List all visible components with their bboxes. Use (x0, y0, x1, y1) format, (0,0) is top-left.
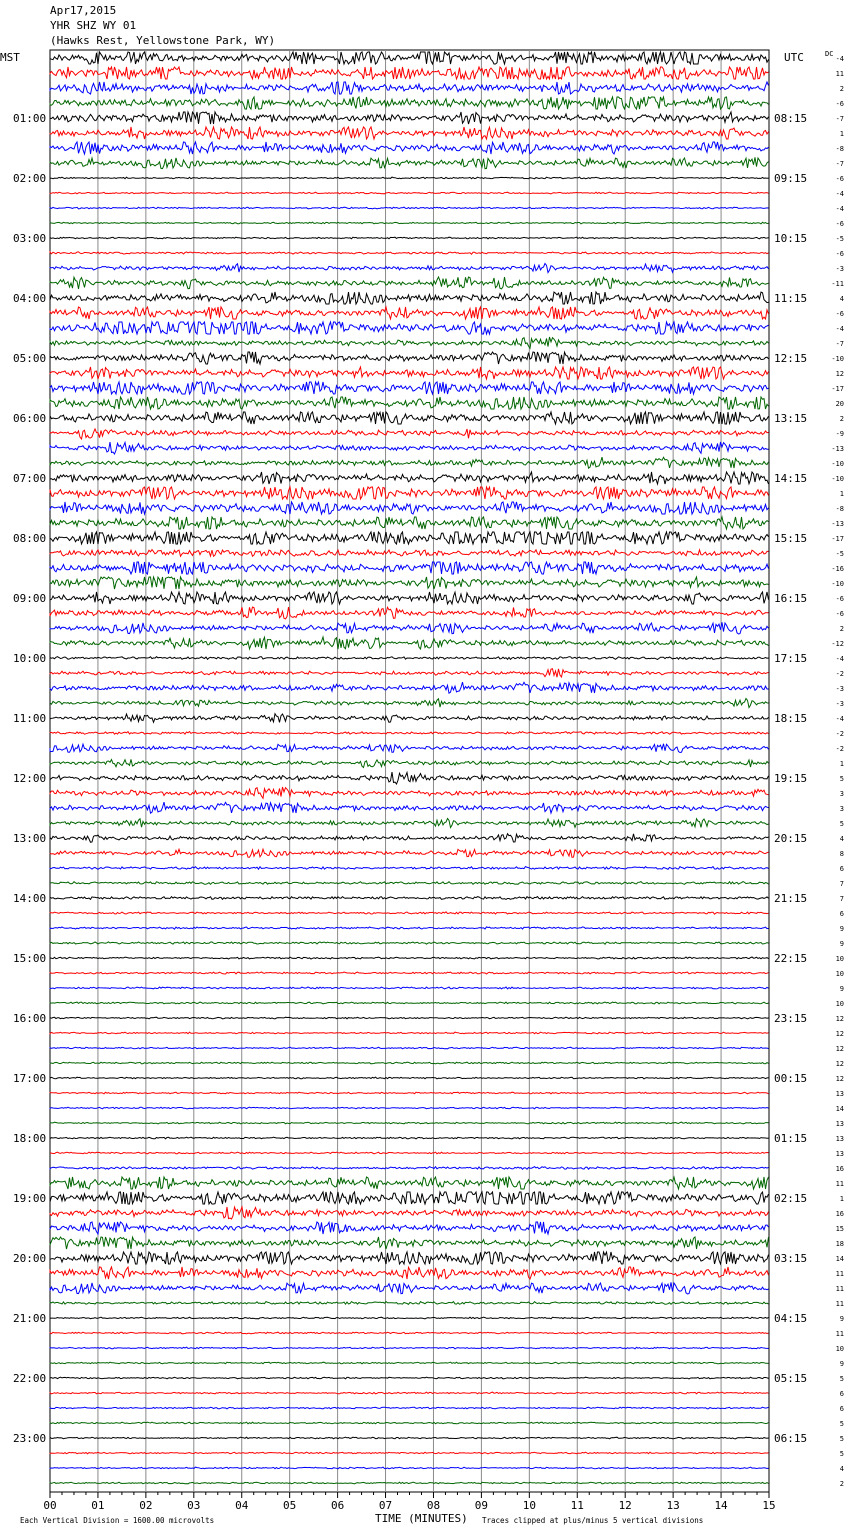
utc-label-19: 03:15 (774, 1252, 808, 1265)
mst-label-7: 08:00 (13, 532, 47, 545)
dc-offset-12: -5 (835, 235, 844, 243)
trace-94 (50, 1467, 769, 1469)
trace-92 (50, 1437, 769, 1439)
trace-53 (50, 849, 769, 857)
trace-34 (50, 562, 769, 574)
trace-90 (50, 1407, 769, 1409)
x-tick-label-4: 04 (235, 1499, 249, 1512)
dc-offset-67: 12 (835, 1060, 844, 1068)
dc-offset-63: 10 (835, 1000, 844, 1008)
station-location: (Hawks Rest, Yellowstone Park, WY) (50, 34, 276, 47)
utc-label-10: 18:15 (774, 712, 808, 725)
dc-offset-54: 6 (839, 865, 844, 873)
trace-70 (50, 1107, 769, 1109)
utc-label-11: 19:15 (774, 772, 808, 785)
dc-offset-66: 12 (835, 1045, 844, 1053)
utc-label-8: 16:15 (774, 592, 808, 605)
trace-75 (50, 1177, 769, 1189)
dc-offset-34: -16 (831, 565, 844, 573)
dc-offset-62: 9 (839, 985, 844, 993)
trace-64 (50, 1017, 769, 1019)
x-tick-label-1: 01 (91, 1499, 105, 1512)
trace-17 (50, 307, 769, 319)
dc-offset-32: -17 (831, 535, 844, 543)
x-axis-title: TIME (MINUTES) (375, 1512, 468, 1525)
dc-offset-38: 2 (839, 625, 844, 633)
trace-40 (50, 657, 769, 660)
left-axis-label: MST (0, 51, 20, 64)
trace-9 (50, 192, 769, 194)
dc-offset-68: 12 (835, 1075, 844, 1083)
dc-offset-23: 20 (835, 400, 844, 408)
dc-offset-37: -6 (835, 610, 844, 618)
trace-77 (50, 1207, 769, 1219)
x-tick-label-8: 08 (426, 1499, 441, 1512)
trace-20 (50, 352, 769, 364)
dc-offset-5: 1 (839, 130, 844, 138)
trace-6 (50, 142, 769, 154)
trace-88 (50, 1377, 769, 1379)
mst-label-14: 15:00 (13, 952, 47, 965)
utc-label-14: 22:15 (774, 952, 808, 965)
dc-offset-92: 5 (839, 1435, 844, 1443)
utc-label-7: 15:15 (774, 532, 808, 545)
dc-offset-2: 2 (839, 85, 844, 93)
trace-8 (50, 177, 769, 179)
dc-offset-55: 7 (839, 880, 844, 888)
dc-offset-83: 11 (835, 1300, 844, 1308)
trace-95 (50, 1482, 769, 1484)
dc-offset-51: 5 (839, 820, 844, 828)
dc-offset-80: 14 (835, 1255, 844, 1263)
trace-74 (50, 1167, 769, 1170)
grid-lines (50, 50, 769, 1492)
trace-36 (50, 592, 769, 604)
trace-59 (50, 942, 769, 944)
dc-offset-71: 13 (835, 1120, 844, 1128)
dc-offset-8: -6 (835, 175, 844, 183)
mst-label-16: 17:00 (13, 1072, 47, 1085)
trace-26 (50, 442, 769, 454)
dc-offset-95: 2 (839, 1480, 844, 1488)
trace-45 (50, 732, 769, 735)
dc-offset-3: -6 (835, 100, 844, 108)
dc-offset-48: 5 (839, 775, 844, 783)
dc-label: DC (825, 50, 834, 58)
dc-offset-30: -8 (835, 505, 844, 513)
trace-72 (50, 1137, 769, 1139)
x-tick-label-9: 09 (474, 1499, 489, 1512)
utc-label-2: 10:15 (774, 232, 808, 245)
trace-67 (50, 1062, 769, 1064)
dc-offset-labels (831, 55, 844, 1488)
trace-83 (50, 1302, 769, 1305)
dc-offset-35: -10 (831, 580, 844, 588)
mst-label-22: 23:00 (13, 1432, 47, 1445)
trace-21 (50, 367, 769, 379)
trace-78 (50, 1222, 769, 1234)
trace-39 (50, 637, 769, 649)
trace-33 (50, 550, 769, 557)
dc-offset-33: -5 (835, 550, 844, 558)
dc-offset-42: -3 (835, 685, 844, 693)
utc-label-13: 21:15 (774, 892, 808, 905)
utc-label-9: 17:15 (774, 652, 808, 665)
dc-offset-19: -7 (835, 340, 844, 348)
x-tick-label-2: 02 (139, 1499, 153, 1512)
trace-25 (50, 429, 769, 439)
dc-offset-70: 14 (835, 1105, 844, 1113)
mst-label-11: 12:00 (13, 772, 47, 785)
trace-86 (50, 1347, 769, 1349)
x-tick-label-7: 07 (378, 1499, 393, 1512)
station-code: YHR SHZ WY 01 (50, 19, 137, 32)
dc-offset-20: -10 (831, 355, 844, 363)
dc-offset-1: 11 (835, 70, 844, 78)
mst-label-4: 05:00 (13, 352, 47, 365)
mst-label-1: 02:00 (13, 172, 47, 185)
trace-24 (50, 412, 769, 424)
dc-offset-59: 9 (839, 940, 844, 948)
dc-offset-47: 1 (839, 760, 844, 768)
trace-48 (50, 772, 769, 784)
dc-offset-21: 12 (835, 370, 844, 378)
dc-offset-14: -3 (835, 265, 844, 273)
dc-offset-58: 9 (839, 925, 844, 933)
x-axis-ticks (43, 1492, 775, 1512)
trace-46 (50, 744, 769, 753)
trace-31 (50, 517, 769, 529)
dc-offset-28: -10 (831, 475, 844, 483)
trace-91 (50, 1422, 769, 1424)
dc-offset-74: 16 (835, 1165, 844, 1173)
dc-offset-7: -7 (835, 160, 844, 168)
trace-3 (50, 97, 769, 109)
dc-offset-49: 3 (839, 790, 844, 798)
dc-offset-4: -7 (835, 115, 844, 123)
dc-offset-29: 1 (839, 490, 844, 498)
dc-offset-25: -9 (835, 430, 844, 438)
dc-offset-75: 11 (835, 1180, 844, 1188)
dc-offset-11: -6 (835, 220, 844, 228)
seismic-traces (50, 52, 769, 1484)
dc-offset-43: -3 (835, 700, 844, 708)
trace-76 (50, 1192, 769, 1204)
trace-51 (50, 819, 769, 828)
trace-29 (50, 487, 769, 499)
utc-label-3: 11:15 (774, 292, 808, 305)
trace-5 (50, 127, 769, 139)
dc-offset-46: -2 (835, 745, 844, 753)
trace-82 (50, 1282, 769, 1294)
trace-66 (50, 1047, 769, 1049)
dc-offset-89: 6 (839, 1390, 844, 1398)
trace-44 (50, 714, 769, 723)
x-tick-label-5: 05 (283, 1499, 297, 1512)
x-tick-label-0: 00 (43, 1499, 57, 1512)
x-tick-label-10: 10 (522, 1499, 536, 1512)
trace-57 (50, 912, 769, 914)
mst-label-6: 07:00 (13, 472, 47, 485)
utc-label-18: 02:15 (774, 1192, 808, 1205)
trace-84 (50, 1317, 769, 1319)
dc-offset-73: 13 (835, 1150, 844, 1158)
dc-offset-26: -13 (831, 445, 844, 453)
mst-label-9: 10:00 (13, 652, 47, 665)
trace-63 (50, 1002, 769, 1004)
trace-71 (50, 1122, 769, 1124)
trace-37 (50, 607, 769, 619)
plot-frame (50, 50, 769, 1492)
utc-label-12: 20:15 (774, 832, 808, 845)
mst-label-18: 19:00 (13, 1192, 47, 1205)
dc-offset-60: 10 (835, 955, 844, 963)
mst-label-17: 18:00 (13, 1132, 47, 1145)
dc-offset-31: -13 (831, 520, 844, 528)
trace-93 (50, 1452, 769, 1454)
trace-69 (50, 1092, 769, 1094)
mst-label-10: 11:00 (13, 712, 47, 725)
trace-87 (50, 1362, 769, 1364)
trace-85 (50, 1332, 769, 1334)
dc-offset-76: 1 (839, 1195, 844, 1203)
x-tick-label-13: 13 (666, 1499, 680, 1512)
dc-offset-86: 10 (835, 1345, 844, 1353)
trace-12 (50, 237, 769, 239)
dc-offset-44: -4 (835, 715, 844, 723)
trace-13 (50, 252, 769, 254)
dc-offset-77: 16 (835, 1210, 844, 1218)
trace-58 (50, 927, 769, 929)
mst-label-0: 01:00 (13, 112, 47, 125)
utc-label-16: 00:15 (774, 1072, 808, 1085)
mst-label-12: 13:00 (13, 832, 47, 845)
x-tick-label-11: 11 (570, 1499, 584, 1512)
dc-offset-27: -10 (831, 460, 844, 468)
trace-30 (50, 502, 769, 514)
trace-35 (50, 577, 769, 589)
footer-scale-note: Each Vertical Division = 1600.00 microvolts (20, 1516, 215, 1525)
dc-offset-53: 8 (839, 850, 844, 858)
utc-hour-labels (774, 112, 807, 1445)
mst-label-15: 16:00 (13, 1012, 47, 1025)
dc-offset-10: -4 (835, 205, 844, 213)
trace-18 (50, 322, 769, 334)
right-axis-label: UTC (784, 51, 804, 64)
mst-label-21: 22:00 (13, 1372, 47, 1385)
dc-offset-16: 4 (839, 295, 844, 303)
trace-32 (50, 532, 769, 544)
trace-15 (50, 277, 769, 289)
trace-49 (50, 787, 769, 798)
trace-41 (50, 669, 769, 678)
dc-offset-65: 12 (835, 1030, 844, 1038)
trace-68 (50, 1077, 769, 1079)
utc-label-6: 14:15 (774, 472, 808, 485)
mst-label-8: 09:00 (13, 592, 47, 605)
dc-offset-52: 4 (839, 835, 844, 843)
trace-54 (50, 867, 769, 870)
utc-label-22: 06:15 (774, 1432, 808, 1445)
dc-offset-17: -6 (835, 310, 844, 318)
trace-1 (50, 67, 769, 79)
mst-label-3: 04:00 (13, 292, 47, 305)
utc-label-15: 23:15 (774, 1012, 808, 1025)
trace-16 (50, 292, 769, 304)
trace-4 (50, 112, 769, 124)
utc-label-4: 12:15 (774, 352, 808, 365)
trace-22 (50, 382, 769, 394)
trace-62 (50, 987, 769, 989)
trace-79 (50, 1237, 769, 1249)
dc-offset-0: -4 (835, 55, 844, 63)
dc-offset-57: 6 (839, 910, 844, 918)
dc-offset-15: -11 (831, 280, 844, 288)
dc-offset-40: -4 (835, 655, 844, 663)
utc-label-5: 13:15 (774, 412, 808, 425)
dc-offset-39: -12 (831, 640, 844, 648)
trace-23 (50, 397, 769, 409)
dc-offset-45: -2 (835, 730, 844, 738)
dc-offset-56: 7 (839, 895, 844, 903)
trace-60 (50, 957, 769, 959)
utc-label-21: 05:15 (774, 1372, 808, 1385)
trace-11 (50, 222, 769, 224)
dc-offset-36: -6 (835, 595, 844, 603)
dc-offset-69: 13 (835, 1090, 844, 1098)
x-tick-label-12: 12 (618, 1499, 632, 1512)
dc-offset-79: 18 (835, 1240, 844, 1248)
dc-offset-88: 5 (839, 1375, 844, 1383)
trace-19 (50, 337, 769, 348)
mst-label-2: 03:00 (13, 232, 47, 245)
trace-81 (50, 1267, 769, 1279)
dc-offset-94: 4 (839, 1465, 844, 1473)
utc-label-1: 09:15 (774, 172, 808, 185)
trace-0 (50, 52, 769, 64)
trace-89 (50, 1392, 769, 1394)
trace-65 (50, 1032, 769, 1034)
dc-offset-85: 11 (835, 1330, 844, 1338)
trace-38 (50, 622, 769, 634)
utc-label-20: 04:15 (774, 1312, 808, 1325)
mst-label-13: 14:00 (13, 892, 47, 905)
mst-label-19: 20:00 (13, 1252, 47, 1265)
dc-offset-18: -4 (835, 325, 844, 333)
dc-offset-93: 5 (839, 1450, 844, 1458)
dc-offset-72: 13 (835, 1135, 844, 1143)
dc-offset-64: 12 (835, 1015, 844, 1023)
trace-61 (50, 972, 769, 974)
x-tick-label-6: 06 (330, 1499, 345, 1512)
mst-label-20: 21:00 (13, 1312, 47, 1325)
dc-offset-6: -8 (835, 145, 844, 153)
trace-56 (50, 897, 769, 900)
trace-43 (50, 699, 769, 708)
dc-offset-90: 6 (839, 1405, 844, 1413)
dc-offset-81: 11 (835, 1270, 844, 1278)
dc-offset-50: 3 (839, 805, 844, 813)
mst-label-5: 06:00 (13, 412, 47, 425)
plot-date: Apr17,2015 (50, 4, 117, 17)
trace-47 (50, 759, 769, 767)
trace-28 (50, 472, 769, 484)
dc-offset-9: -4 (835, 190, 844, 198)
footer-clip-note: Traces clipped at plus/minus 5 vertical divisions (482, 1516, 704, 1525)
x-tick-label-3: 03 (187, 1499, 201, 1512)
mst-hour-labels (13, 112, 46, 1445)
trace-7 (50, 157, 769, 168)
trace-27 (50, 457, 769, 468)
dc-offset-91: 5 (839, 1420, 844, 1428)
dc-offset-41: -2 (835, 670, 844, 678)
trace-80 (50, 1252, 769, 1264)
trace-14 (50, 264, 769, 273)
dc-offset-13: -6 (835, 250, 844, 258)
dc-offset-61: 10 (835, 970, 844, 978)
trace-52 (50, 834, 769, 843)
dc-offset-78: 15 (835, 1225, 844, 1233)
trace-10 (50, 207, 769, 209)
trace-73 (50, 1152, 769, 1154)
x-tick-label-15: 15 (762, 1499, 776, 1512)
dc-offset-24: 2 (839, 415, 844, 423)
dc-offset-87: 9 (839, 1360, 844, 1368)
dc-offset-84: 9 (839, 1315, 844, 1323)
trace-50 (50, 802, 769, 813)
x-tick-label-14: 14 (714, 1499, 728, 1512)
trace-42 (50, 682, 769, 693)
dc-offset-82: 11 (835, 1285, 844, 1293)
utc-label-0: 08:15 (774, 112, 808, 125)
trace-55 (50, 882, 769, 885)
dc-offset-22: -17 (831, 385, 844, 393)
utc-label-17: 01:15 (774, 1132, 808, 1145)
trace-2 (50, 82, 769, 94)
